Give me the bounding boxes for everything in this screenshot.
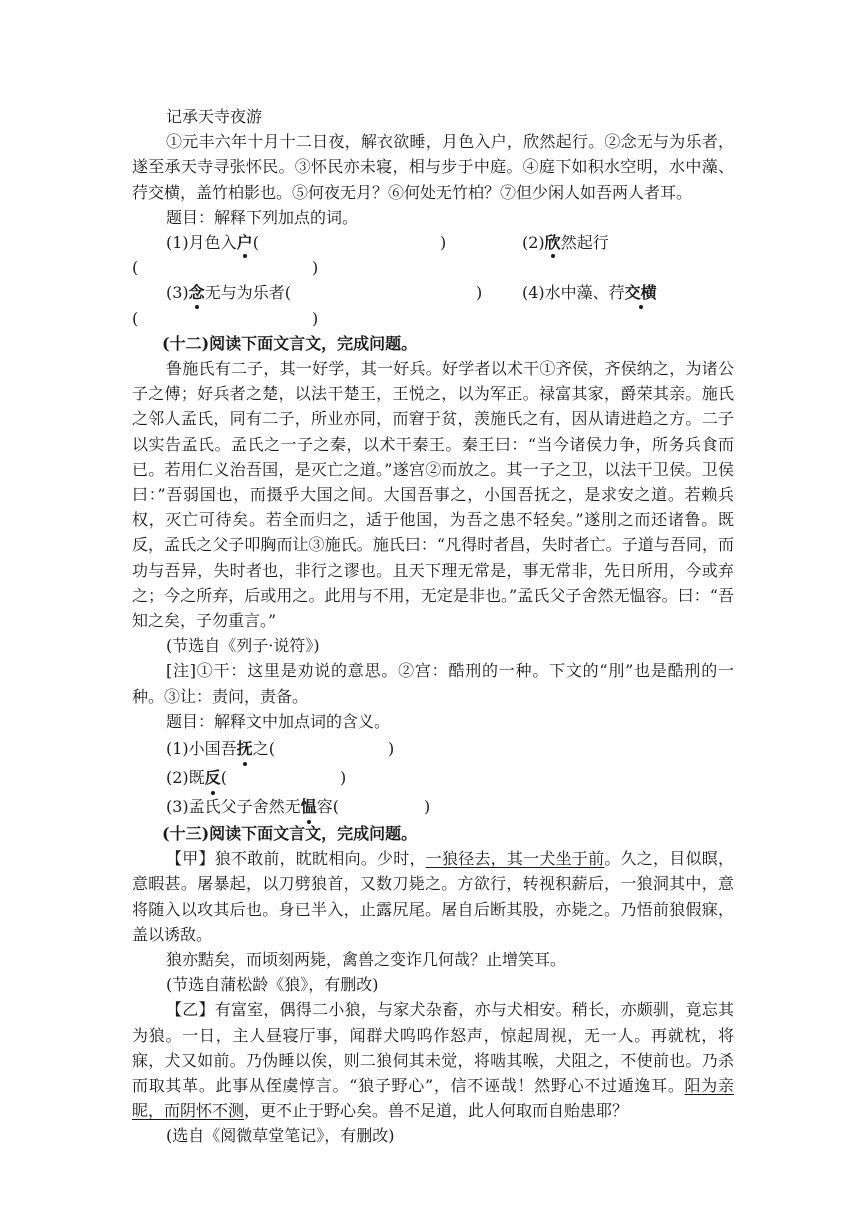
document-content: [132, 104, 734, 1149]
question-item-1: (1)月色入户(: [166, 230, 259, 255]
question-item-3: (3)孟氏父子舍然无愠容(: [166, 792, 339, 821]
dotted-word: 户: [237, 230, 253, 255]
answer-line: [132, 306, 734, 331]
dotted-word: 交横: [625, 280, 657, 305]
passage-note: [注]①干：这里是劝说的意思。②宫：酷刑的一种。下文的“刖”也是酷刑的一种。③让：责问，责备。: [132, 661, 734, 706]
question-line: [132, 230, 734, 255]
underlined-sentence: 一狼径去，其一犬坐于前: [425, 849, 605, 869]
question-prompt: 题目：解释下列加点的词。: [166, 207, 359, 227]
section-heading-12: (十二)阅读下面文言文，完成问题。: [162, 333, 418, 353]
dotted-word: 愠: [301, 792, 317, 821]
question-line: [132, 792, 734, 821]
question-line: [132, 280, 734, 305]
question-item-1: (1)小国吾抚之(: [166, 734, 275, 763]
passage-jia-conclusion: 狼亦黠矣，而顷刻两毙，禽兽之变诈几何哉？止增笑耳。: [166, 950, 567, 970]
passage-jia: 【甲】狼不敢前，眈眈相向。少时，一狼径去，其一犬坐于前。久之，目似瞑，意暇甚。屠暴起，以刀劈狼首，又数刀毙之。方欲行，转视积薪后，一狼洞其中，意将随入以攻其后也。身已半入，止露尻尾。屠自后断其股，亦毙之。乃悟前狼假寐，盖以诱敌。: [132, 849, 734, 944]
dotted-word: 反: [205, 763, 221, 792]
dotted-word: 抚: [237, 734, 253, 763]
dotted-word: 欣: [545, 230, 561, 255]
dotted-word: 念: [189, 280, 205, 305]
passage-body: ①元丰六年十月十二日夜，解衣欲睡，月色入户，欣然起行。②念无与为乐者，遂至承天寺寻张怀民。③怀民亦未寝，相与步于中庭。④庭下如积水空明，水中藻、荇交横，盖竹柏影也。⑤何夜无月？⑥何处无竹柏？⑦但少闲人如吾两人者耳。: [132, 132, 734, 202]
question-item-2: (2)既反(: [166, 763, 227, 792]
question-item-3: (3)念无与为乐者(: [166, 280, 291, 305]
passage-source: (选自《阅微草堂笔记》，有删改): [166, 1126, 395, 1146]
open-paren: (: [132, 258, 139, 278]
question-line: [132, 734, 734, 763]
question-item-4: (4)水中藻、荇交横: [522, 280, 657, 305]
question-prompt: 题目：解释文中加点词的含义。: [166, 711, 391, 731]
close-paren: ): [476, 283, 483, 303]
underlined-sentence: 阳为亲昵，而阴怀不测: [132, 1076, 734, 1121]
question-line: [132, 763, 734, 792]
passage-body: 鲁施氏有二子，其一好学，其一好兵。好学者以术干①齐侯，齐侯纳之，为诸公子之傅；好兵者之楚，以法干楚王，王悦之，以为军正。禄富其家，爵荣其亲。施氏之邻人孟氏，同有二子，所业亦同，而窘于贫，羡施氏之有，因从请进趋之方。二子以实告孟氏。孟氏之一子之秦，以术干秦王。秦王曰：“当今诸侯力争，所务兵食而已。若用仁义治吾国，是灭亡之道。”遂宫②而放之。其一子之卫，以法干卫侯。卫侯曰：”吾弱国也，而摄乎大国之间。大国吾事之，小国吾抚之，是求安之道。若赖兵权，灭亡可待矣。若全而归之，适于他国，为吾之患不轻矣。”遂刖之而还诸鲁。既反，孟氏之父子叩胸而让③施氏。施氏曰：“凡得时者昌，失时者亡。子道与吾同，而功与吾异，失时者也，非行之谬也。且天下理无常是，事无常非，先日所用，今或弃之；今之所弃，后或用之。此用与不用，无定是非也。”孟氏父子舍然无愠容。曰：“吾知之矣，子勿重言。”: [132, 358, 734, 630]
passage-source: (节选自《列子·说符》): [166, 636, 320, 656]
close-paren: ): [312, 258, 319, 278]
close-paren: ): [312, 308, 319, 328]
passage-yi: 【乙】有富室，偶得二小狼，与家犬杂畜，亦与犬相安。稍长，亦颇驯，竟忘其为狼。一日，主人昼寝厅事，闻群犬呜呜作怒声，惊起周视，无一人。再就枕，将寐，犬又如前。乃伪睡以俟，则二狼伺其未觉，将啮其喉，犬阻之，不使前也。乃杀而取其革。此事从侄虞惇言。“狼子野心”，信不诬哉！然野心不过遁逸耳。阳为亲昵，而阴怀不测，更不止于野心矣。兽不足道，此人何取而自贻患耶？: [132, 1000, 734, 1121]
close-paren: ): [388, 739, 395, 759]
section-heading-13: (十三)阅读下面文言文，完成问题。: [162, 824, 418, 844]
close-paren: ): [440, 233, 447, 253]
question-item-2: (2)欣然起行: [522, 230, 609, 255]
passage-source: (节选自蒲松龄《狼》，有删改): [166, 975, 379, 995]
close-paren: ): [340, 768, 347, 788]
answer-line: [132, 255, 734, 280]
close-paren: ): [424, 797, 431, 817]
passage-title: 记承天寺夜游: [166, 107, 263, 126]
open-paren: (: [132, 308, 139, 328]
